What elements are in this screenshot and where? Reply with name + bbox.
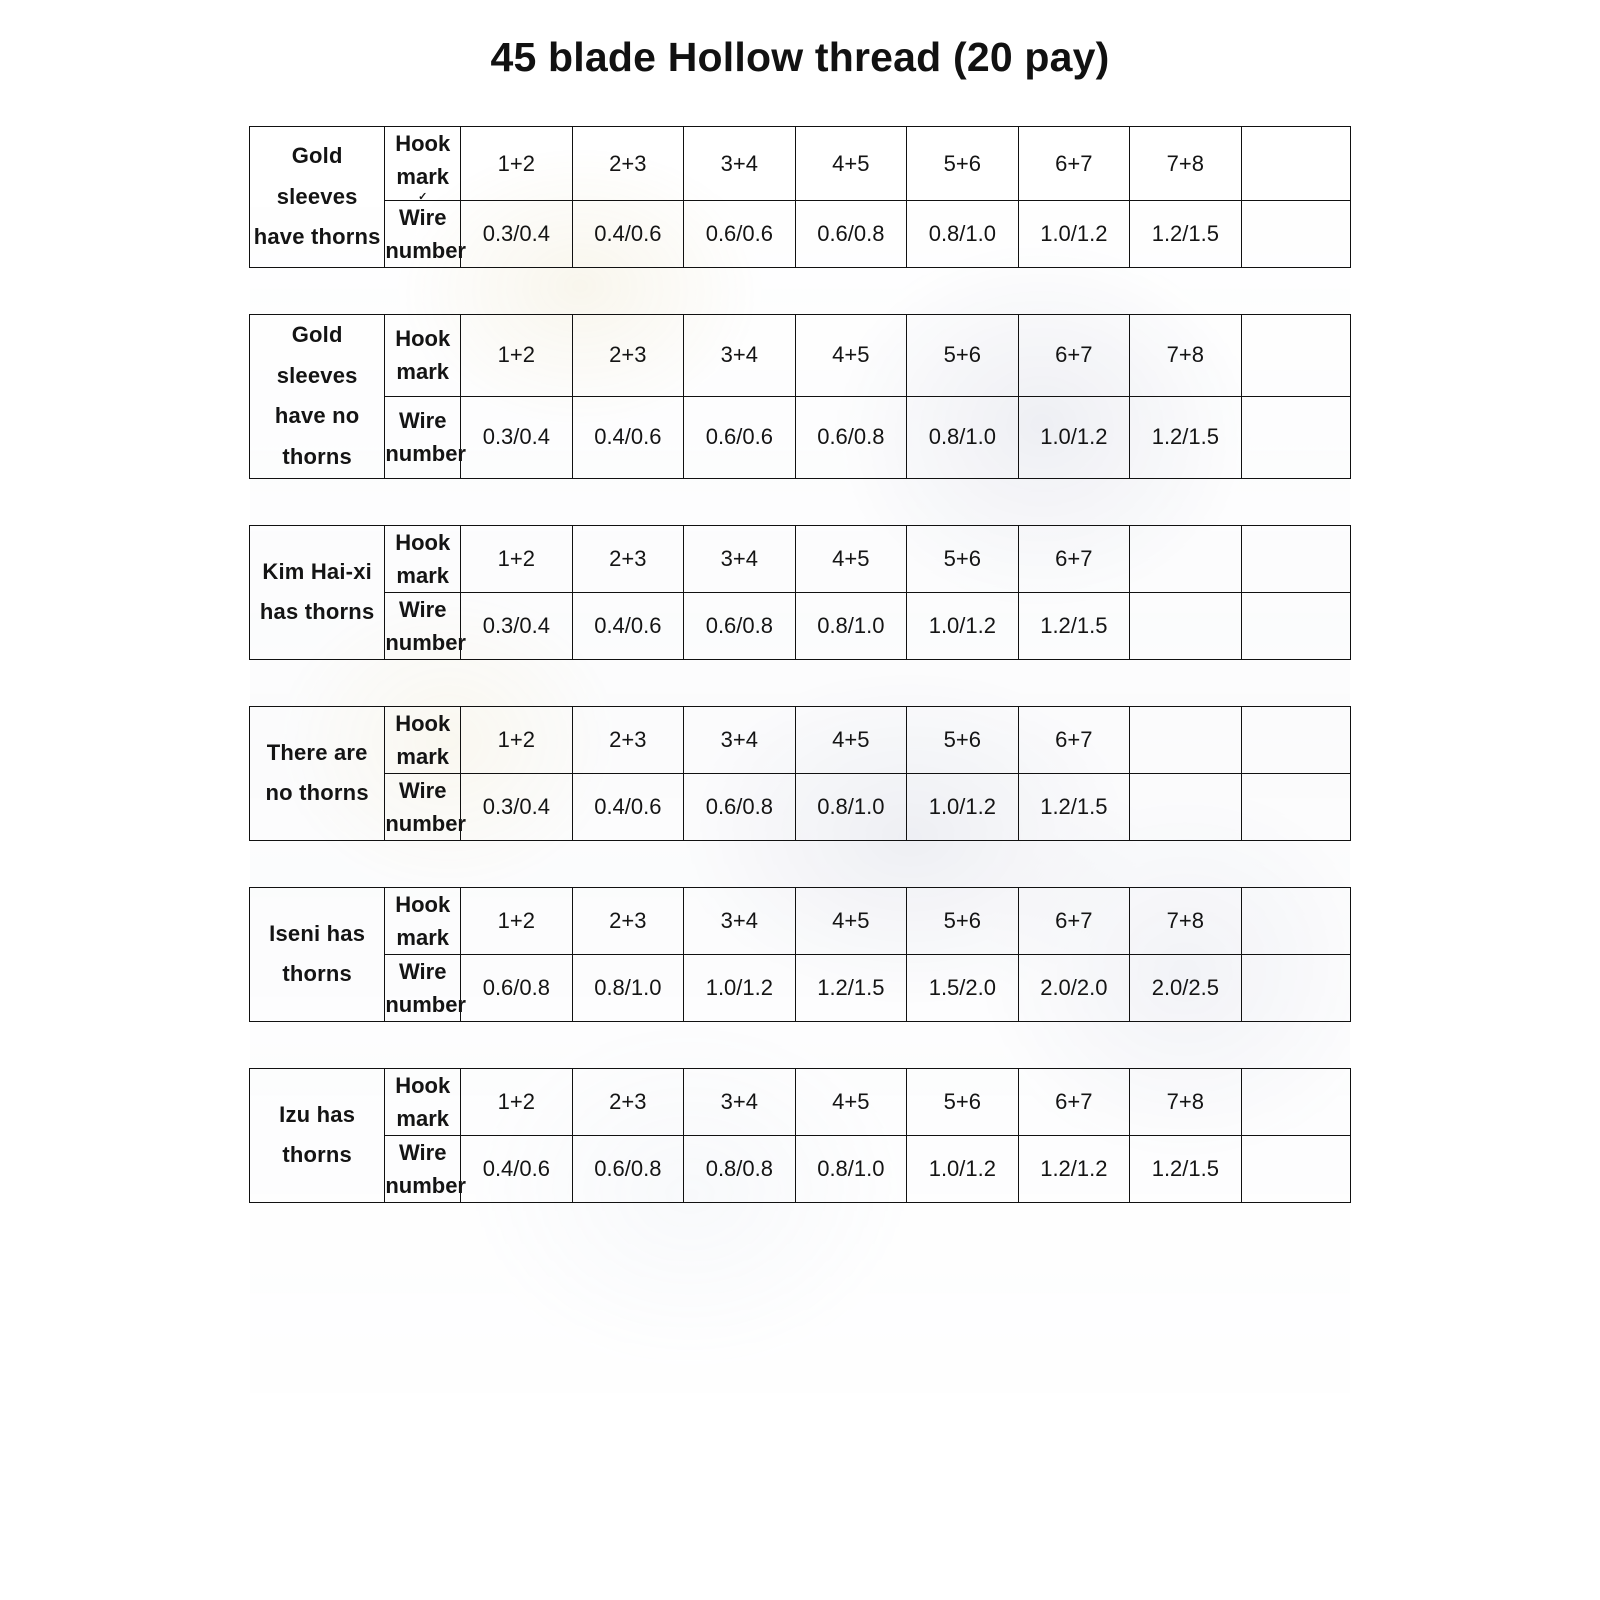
wire-number-cell: 0.4/0.6 [461,1135,573,1202]
hook-mark-row-header: Hook mark [385,1068,461,1135]
hook-mark-cell: 5+6 [907,706,1019,773]
group-label [250,706,385,840]
table-row [250,887,1351,954]
hook-mark-cell: 6+7 [1018,887,1130,954]
hook-mark-cell: 2+3 [572,127,684,201]
wire-number-cell: 0.4/0.6 [572,201,684,268]
wire-number-cell: 2.0/2.5 [1130,954,1242,1021]
hook-mark-cell: 2+3 [572,525,684,592]
group-separator-row [250,478,1351,525]
group-label [250,1068,385,1202]
wire-number-cell: 0.6/0.8 [572,1135,684,1202]
group-label [250,127,385,268]
hook-mark-cell: 2+3 [572,887,684,954]
table-row [250,396,1351,478]
group-separator-cell [250,659,1351,706]
wire-number-cell: 0.8/1.0 [907,396,1019,478]
group-label-line1: There are [266,739,368,765]
group-separator-row [250,840,1351,887]
group-label-line2: thorns [282,1142,352,1168]
wire-number-cell: 0.3/0.4 [461,773,573,840]
empty-cell [1241,201,1350,268]
wire-number-cell: 2.0/2.0 [1018,954,1130,1021]
empty-cell [1130,525,1242,592]
wire-number-cell: 0.6/0.8 [461,954,573,1021]
hook-mark-cell: 1+2 [461,127,573,201]
group-separator-cell [250,268,1351,315]
wire-number-cell: 0.6/0.6 [684,201,796,268]
table-row [250,127,1351,201]
empty-cell [1130,592,1242,659]
group-label-line1: Iseni has [269,920,366,946]
wire-number-row-header: Wire number [385,592,461,659]
wire-number-cell: 0.8/1.0 [795,1135,907,1202]
wire-number-cell: 0.3/0.4 [461,396,573,478]
wire-number-cell: 0.8/1.0 [795,592,907,659]
check-mark-icon: ✓ [418,191,428,203]
hook-mark-cell: 5+6 [907,887,1019,954]
wire-number-cell: 0.4/0.6 [572,592,684,659]
group-label-line1: Kim Hai-xi [262,558,372,584]
table-row [250,201,1351,268]
hook-mark-cell: 3+4 [684,887,796,954]
hook-mark-row-header: Hook mark [385,887,461,954]
table-row [250,1068,1351,1135]
hook-mark-cell: 2+3 [572,315,684,397]
wire-number-cell: 1.0/1.2 [684,954,796,1021]
empty-cell [1241,127,1350,201]
table-row [250,315,1351,397]
group-separator-row [250,1021,1351,1068]
hook-mark-row-header: Hook mark [385,706,461,773]
wire-number-cell: 0.6/0.8 [795,396,907,478]
group-label-line2: has thorns [259,599,375,625]
hook-mark-cell: 6+7 [1018,706,1130,773]
wire-number-cell: 0.3/0.4 [461,201,573,268]
empty-cell [1241,887,1350,954]
hook-mark-cell: 7+8 [1130,887,1242,954]
wire-number-cell: 1.0/1.2 [1018,396,1130,478]
hook-mark-cell: 1+2 [461,706,573,773]
hook-mark-cell: 5+6 [907,1068,1019,1135]
wire-number-cell: 0.6/0.8 [795,201,907,268]
group-label [250,887,385,1021]
wire-number-cell: 1.2/1.2 [1018,1135,1130,1202]
wire-number-cell: 0.8/1.0 [795,773,907,840]
group-label-line2: thorns [282,961,352,987]
wire-number-cell: 1.2/1.5 [1130,396,1242,478]
empty-cell [1241,706,1350,773]
hook-mark-cell: 4+5 [795,887,907,954]
wire-number-cell: 0.4/0.6 [572,773,684,840]
wire-number-cell: 0.8/1.0 [572,954,684,1021]
specification-table-container [249,126,1351,1203]
hook-mark-cell: 1+2 [461,315,573,397]
wire-number-cell: 1.0/1.2 [907,592,1019,659]
wire-number-cell: 0.6/0.8 [684,592,796,659]
group-separator-cell [250,478,1351,525]
hook-mark-row-header: Hook mark ✓ [385,127,461,201]
hook-mark-row-header: Hook mark [385,315,461,397]
hook-mark-cell: 3+4 [684,1068,796,1135]
group-label-line2: no thorns [265,780,369,806]
hook-mark-cell: 4+5 [795,1068,907,1135]
hook-mark-cell: 6+7 [1018,315,1130,397]
empty-cell [1241,396,1350,478]
empty-cell [1241,592,1350,659]
hook-mark-cell: 7+8 [1130,315,1242,397]
wire-number-cell: 1.2/1.5 [1018,592,1130,659]
empty-cell [1241,773,1350,840]
hook-mark-cell: 3+4 [684,315,796,397]
wire-number-cell: 0.8/1.0 [907,201,1019,268]
wire-number-cell: 1.2/1.5 [1130,1135,1242,1202]
hook-mark-cell: 1+2 [461,887,573,954]
table-row [250,592,1351,659]
wire-number-cell: 1.2/1.5 [795,954,907,1021]
wire-number-row-header: Wire number [385,1135,461,1202]
empty-cell [1241,525,1350,592]
wire-number-row-header: Wire number [385,201,461,268]
group-label [250,525,385,659]
group-label [250,315,385,479]
wire-number-cell: 1.5/2.0 [907,954,1019,1021]
wire-number-cell: 0.6/0.6 [684,396,796,478]
hook-mark-cell: 2+3 [572,1068,684,1135]
hook-mark-cell: 1+2 [461,1068,573,1135]
table-row [250,525,1351,592]
table-row [250,954,1351,1021]
group-label-line1: Izu has [279,1101,356,1127]
hook-mark-cell: 7+8 [1130,127,1242,201]
hook-mark-cell: 1+2 [461,525,573,592]
table-body [250,127,1351,1203]
group-label-line2: have no thorns [274,403,360,470]
specification-table [249,126,1351,1203]
wire-number-cell: 0.6/0.8 [684,773,796,840]
hook-mark-cell: 6+7 [1018,525,1130,592]
empty-cell [1130,706,1242,773]
empty-cell [1241,954,1350,1021]
wire-number-cell: 1.2/1.5 [1018,773,1130,840]
hook-mark-cell: 3+4 [684,127,796,201]
empty-cell [1130,773,1242,840]
empty-cell [1241,1135,1350,1202]
hook-mark-cell: 7+8 [1130,1068,1242,1135]
group-label-line2: have thorns [253,224,381,250]
hook-mark-cell: 4+5 [795,706,907,773]
empty-cell [1241,315,1350,397]
wire-number-cell: 0.8/0.8 [684,1135,796,1202]
hook-mark-cell: 2+3 [572,706,684,773]
table-row [250,1135,1351,1202]
wire-number-cell: 1.0/1.2 [907,773,1019,840]
wire-number-cell: 0.4/0.6 [572,396,684,478]
wire-number-cell: 1.0/1.2 [1018,201,1130,268]
hook-mark-row-header: Hook mark [385,525,461,592]
group-label-line1: Gold sleeves [276,142,358,209]
wire-number-row-header: Wire number [385,773,461,840]
hook-mark-cell: 3+4 [684,706,796,773]
group-separator-cell [250,840,1351,887]
hook-mark-cell: 4+5 [795,127,907,201]
hook-mark-cell: 5+6 [907,315,1019,397]
group-separator-row [250,659,1351,706]
hook-mark-cell: 3+4 [684,525,796,592]
wire-number-cell: 0.3/0.4 [461,592,573,659]
group-separator-row [250,268,1351,315]
hook-mark-cell: 6+7 [1018,1068,1130,1135]
hook-mark-cell: 4+5 [795,525,907,592]
wire-number-cell: 1.0/1.2 [907,1135,1019,1202]
hook-mark-cell: 5+6 [907,127,1019,201]
wire-number-cell: 1.2/1.5 [1130,201,1242,268]
group-separator-cell [250,1021,1351,1068]
table-row [250,706,1351,773]
table-row [250,773,1351,840]
wire-number-row-header: Wire number [385,396,461,478]
hook-mark-cell: 5+6 [907,525,1019,592]
hook-mark-cell: 4+5 [795,315,907,397]
hook-mark-cell: 6+7 [1018,127,1130,201]
wire-number-row-header: Wire number [385,954,461,1021]
page-title: 45 blade Hollow thread (20 pay) [490,34,1110,80]
group-label-line1: Gold sleeves [276,322,358,388]
empty-cell [1241,1068,1350,1135]
